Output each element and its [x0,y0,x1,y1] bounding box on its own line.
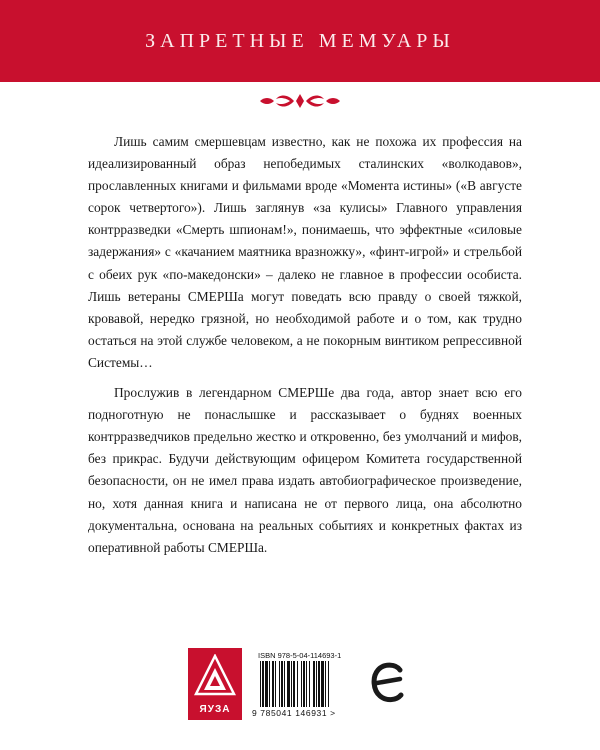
barcode-bar [328,661,329,707]
barcode-bar [272,661,274,707]
paragraph-1: Лишь самим смершевцам известно, как не похожа их профессия на идеализированный образ непобедимых сталинских «волкодавов», прославленных книгами и фильмами вроде «Момента истины» («В августе сорок четвертого»). Лишь заглянув «за кулисы» Главного управления контрразведки «Смерть шпионам!», понимаешь, что эффектные «силовые задержания» с «качанием маятника вразножку», «финт-игрой» и стрельбой с обеих рук «по-македонски» – далеко не главное в профессии особиста. Лишь ветераны СМЕРШа могут поведать всю правду о своей тяжкой, кровавой, нередко грязной, но необходимой работе и о том, как трудно остаться на этой службе человеком, а не покорным винтиком репрессивной Системы… [88,134,522,370]
barcode-bar [260,661,261,707]
isbn-label: ISBN 978-5-04-114693-1 [258,651,342,660]
annotation-text [88,131,522,559]
barcode-bar [262,661,264,707]
barcode [260,661,356,707]
eksmo-logo-icon [370,660,406,706]
barcode-bar [321,661,324,707]
header-banner [0,0,600,82]
barcode-bar [318,661,320,707]
barcode-bar [291,661,292,707]
barcode-bar [287,661,290,707]
barcode-bar [281,661,283,707]
barcode-bar [306,661,307,707]
barcode-bar [309,661,310,707]
ornament-flourish-icon [258,92,342,110]
barcode-digits: 9 785041 146931 > [252,708,336,718]
publisher-logo [188,648,242,720]
barcode-bar [301,661,302,707]
barcode-bar [297,661,298,707]
barcode-bar [269,661,270,707]
series-title: ЗАПРЕТНЫЕ МЕМУАРЫ [145,30,455,52]
barcode-bar [275,661,276,707]
barcode-bar [265,661,268,707]
barcode-bar [316,661,317,707]
barcode-bar [284,661,285,707]
barcode-bar [313,661,315,707]
barcode-bar [279,661,280,707]
barcode-bar [325,661,326,707]
yauza-mountain-logo-icon [194,654,236,698]
barcode-bar [293,661,295,707]
paragraph-2: Прослужив в легендарном СМЕРШе два года, автор знает всю его подноготную не понаслышке и рассказывает о буднях военных контрразведчиков предельно жестко и откровенно, без умолчаний и мифов, без прикрас. Будучи действующим офицером Комитета государственной безопасности, он не имел права издать автобиографическое произведение, но, хотя данная книга и написана не от первого лица, она абсолютно документальна, основана на реальных событиях и конкретных фактах из оперативной работы СМЕРШа. [88,385,522,555]
isbn-barcode-block [250,650,364,720]
publisher-name: ЯУЗА [199,704,231,715]
barcode-bar [303,661,305,707]
